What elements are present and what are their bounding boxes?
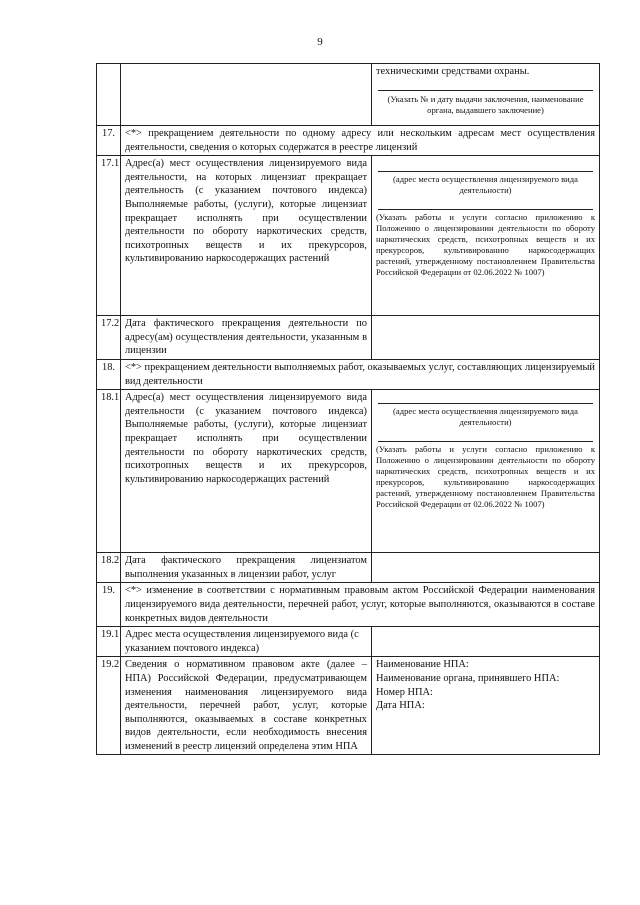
row-number: 18. [97, 359, 121, 389]
table-row [97, 657, 600, 755]
section-heading: <*> изменение в соответствии с нормативным правовым актом Российской Федерации наименования лицензируемого вида деятельности, перечней работ, услуг, которые выполняются, оказываются в составе конкретных видов деятельности [121, 583, 600, 627]
fill-line [378, 90, 593, 91]
works-hint: (Указать работы и услуги согласно приложению к Положению о лицензировании деятельности по обороту наркотических средств, психотропных веществ и их прекурсоров, культивированию наркосодержащих растений, утвержденному постановлением Правительства Российской Федерации от 02.06.2022 № 1007) [376, 212, 595, 278]
row-number: 17.1 [97, 156, 121, 316]
conclusion-cell[interactable] [372, 64, 600, 126]
field-label: Сведения о нормативном правовом акте (далее – НПА) Российской Федерации, предусматривающем изменения наименования лицензируемого вида деятельности, перечней работ, услуг, которые выполняются, оказываемых в составе конкретных видов деятельности, если необходимость внесения изменений в реестр лицензий определена этим НПА [121, 657, 372, 755]
row-number: 18.1 [97, 390, 121, 553]
fill-line [378, 441, 593, 442]
table-row [97, 627, 600, 657]
table-row [97, 156, 600, 316]
row-number: 18.2 [97, 553, 121, 583]
address-works-input-cell[interactable] [372, 390, 600, 553]
field-label: Дата фактического прекращения лицензиатом выполнения указанных в лицензии работ, услуг [121, 553, 372, 583]
section-heading: <*> прекращением деятельности по одному адресу или нескольким адресам мест осуществления деятельности, сведения о которых содержатся в реестре лицензий [121, 126, 600, 156]
table-row [97, 126, 600, 156]
section-heading: <*> прекращением деятельности выполняемых работ, оказываемых услуг, составляющих лицензируемый вид деятельности [121, 359, 600, 389]
row-number: 19. [97, 583, 121, 627]
date-input-cell[interactable] [372, 316, 600, 360]
address-works-input-cell[interactable] [372, 156, 600, 316]
field-label: Адрес места осуществления лицензируемого вида (с указанием почтового индекса) [121, 627, 372, 657]
address-hint: (адрес места осуществления лицензируемого вида деятельности) [393, 406, 578, 428]
table-row [97, 583, 600, 627]
fill-line [378, 403, 593, 404]
table-row [97, 359, 600, 389]
table-row [97, 64, 600, 126]
field-label: Адрес(а) мест осуществления лицензируемого вида деятельности, на которых лицензиат прекращает деятельность (с указанием почтового индекса) Выполняемые работы, (услуги), которые лицензиат прекращает исполнять при осуществлении деятельности по обороту наркотических средств, психотропных веществ и их прекурсоров, культивированию наркосодержащих растений [121, 156, 372, 316]
fill-line [378, 171, 593, 172]
row-number: 17.2 [97, 316, 121, 360]
npa-name-field[interactable]: Наименование НПА: [376, 659, 469, 671]
fill-line [378, 209, 593, 210]
npa-org-field[interactable]: Наименование органа, принявшего НПА: [376, 672, 560, 684]
row-number: 19.1 [97, 627, 121, 657]
page-number: 9 [317, 36, 323, 48]
address-hint: (адрес места осуществления лицензируемого вида деятельности) [393, 174, 578, 196]
table-row [97, 316, 600, 360]
row-number: 17. [97, 126, 121, 156]
row-number: 19.2 [97, 657, 121, 755]
table-row [97, 390, 600, 553]
conclusion-text: техническими средствами охраны. [376, 66, 530, 77]
field-label: Дата фактического прекращения деятельности по адресу(ам) осуществления деятельности, указанным в лицензии [121, 316, 372, 360]
address-input-cell[interactable] [372, 627, 600, 657]
npa-input-cell[interactable] [372, 657, 600, 755]
field-label: Адрес(а) мест осуществления лицензируемого вида деятельности (с указанием почтового индекса) Выполняемые работы, (услуги), которые лицензиат прекращает исполнять при осуществлении деятельности по обороту наркотических средств, психотропных веществ и их прекурсоров, культивированию наркосодержащих растений [121, 390, 372, 553]
works-hint: (Указать работы и услуги согласно приложению к Положению о лицензировании деятельности по обороту наркотических средств, психотропных веществ и их прекурсоров, культивированию наркосодержащих растений, утвержденному постановлением Правительства Российской Федерации от 02.06.2022 № 1007) [376, 444, 595, 510]
license-form-table [96, 63, 600, 755]
table-row [97, 553, 600, 583]
npa-date-field[interactable]: Дата НПА: [376, 700, 425, 712]
date-input-cell[interactable] [372, 553, 600, 583]
conclusion-hint: (Указать № и дату выдачи заключения, наименование органа, выдавшего заключение) [387, 93, 584, 115]
npa-number-field[interactable]: Номер НПА: [376, 686, 433, 698]
